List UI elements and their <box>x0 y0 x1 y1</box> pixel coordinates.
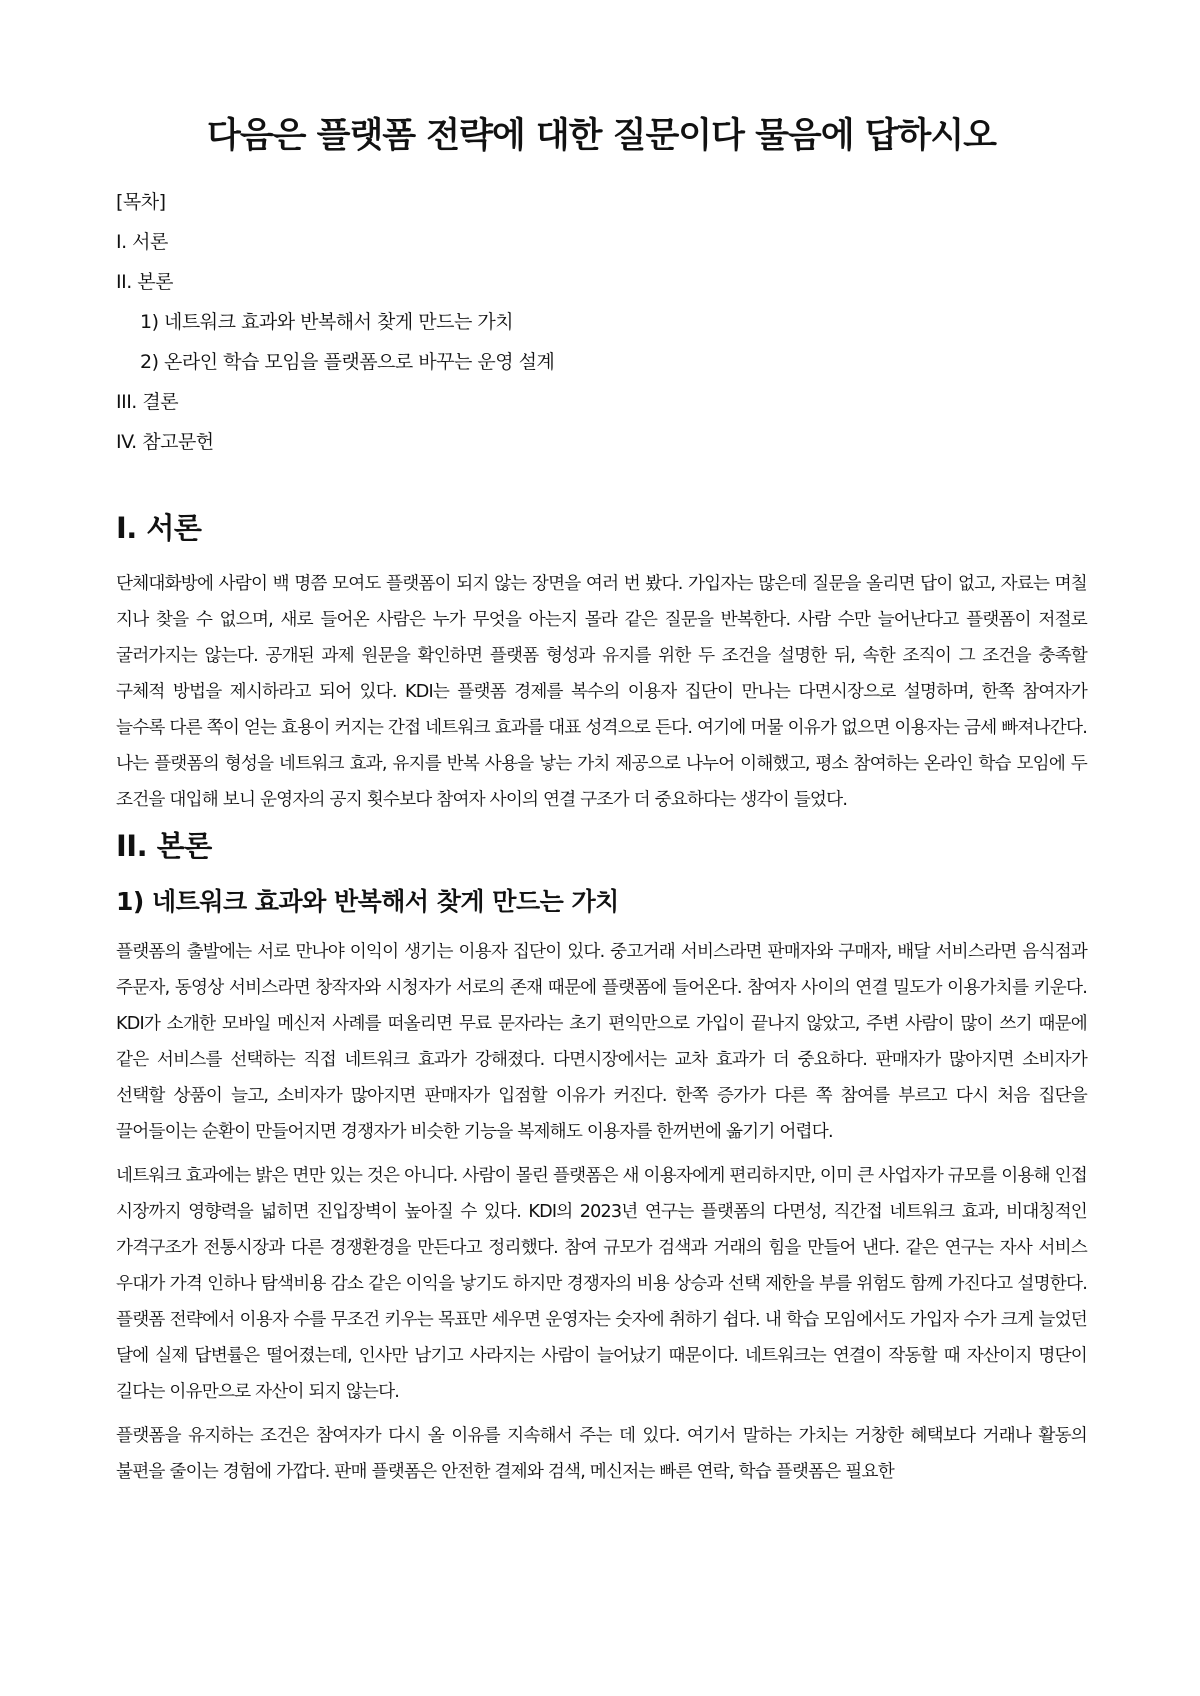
toc-heading: [목차] <box>116 191 166 213</box>
toc-item-body-1: 1) 네트워크 효과와 반복해서 찾게 만드는 가치 <box>140 311 514 333</box>
table-of-contents <box>116 190 1087 470</box>
page-title: 다음은 플랫폼 전략에 대한 질문이다 물음에 답하시오 <box>207 116 996 156</box>
section-heading-body: II. 본론 <box>116 829 212 863</box>
body-paragraph: 네트워크 효과에는 밝은 면만 있는 것은 아니다. 사람이 몰린 플랫폼은 새 이용자에게 편리하지만, 이미 큰 사업자가 규모를 이용해 인접 시장까지 영향력을 넓히면 진입장벽이 높아질 수 있다. KDI의 2023년 연구는 플랫폼의 다면성, 직간접 네트워크 효과, 비대칭적인 가격구조가 전통시장과 다른 경쟁환경을 만든다고 정리했다. 참여 규모가 검색과 거래의 힘을 만들어 낸다. 같은 연구는 자사 서비스 우대가 가격 인하나 탐색비용 감소 같은 이익을 낳기도 하지만 경쟁자의 비용 상승과 선택 제한을 부를 위험도 함께 가진다고 설명한다. 플랫폼 전략에서 이용자 수를 무조건 키우는 목표만 세우면 운영자는 숫자에 취하기 쉽다. 내 학습 모임에서도 가입자 수가 크게 늘었던 달에 실제 답변률은 떨어졌는데, 인사만 남기고 사라지는 사람이 늘어났기 때문이다. 네트워크는 연결이 작동할 때 자산이지 명단이 길다는 이유만으로 자산이 되지 않는다. <box>116 1166 1088 1402</box>
toc-item-body: II. 본론 <box>116 271 173 293</box>
toc-item-conclusion: III. 결론 <box>116 391 179 413</box>
subsection-heading-network-effect: 1) 네트워크 효과와 반복해서 찾게 만드는 가치 <box>116 887 619 916</box>
section-heading-introduction: I. 서론 <box>116 511 202 545</box>
toc-item-body-2: 2) 온라인 학습 모임을 플랫폼으로 바꾸는 운영 설계 <box>140 351 555 373</box>
body-paragraph: 플랫폼을 유지하는 조건은 참여자가 다시 올 이유를 지속해서 주는 데 있다. 여기서 말하는 가치는 거창한 혜택보다 거래나 활동의 불편을 줄이는 경험에 가깝다. 판매 플랫폼은 안전한 결제와 검색, 메신저는 빠른 연락, 학습 플랫폼은 필요한 <box>116 1426 1087 1482</box>
toc-item-introduction: I. 서론 <box>116 231 168 253</box>
body-paragraph: 플랫폼의 출발에는 서로 만나야 이익이 생기는 이용자 집단이 있다. 중고거래 서비스라면 판매자와 구매자, 배달 서비스라면 음식점과 주문자, 동영상 서비스라면 창작자와 시청자가 서로의 존재 때문에 플랫폼에 들어온다. 참여자 사이의 연결 밀도가 이용가치를 키운다. KDI가 소개한 모바일 메신저 사례를 떠올리면 무료 문자라는 초기 편익만으로 가입이 끝나지 않았고, 주변 사람이 많이 쓰기 때문에 같은 서비스를 선택하는 직접 네트워크 효과가 강해졌다. 다면시장에서는 교차 효과가 더 중요하다. 판매자가 많아지면 소비자가 선택할 상품이 늘고, 소비자가 많아지면 판매자가 입점할 이유가 커진다. 한쪽 증가가 다른 쪽 참여를 부르고 다시 처음 집단을 끌어들이는 순환이 만들어지면 경쟁자가 비슷한 기능을 복제해도 이용자를 한꺼번에 옮기기 어렵다. <box>116 942 1087 1142</box>
intro-paragraph: 단체대화방에 사람이 백 명쯤 모여도 플랫폼이 되지 않는 장면을 여러 번 봤다. 가입자는 많은데 질문을 올리면 답이 없고, 자료는 며칠 지나 찾을 수 없으며, 새로 들어온 사람은 누가 무엇을 아는지 몰라 같은 질문을 반복한다. 사람 수만 늘어난다고 플랫폼이 저절로 굴러가지는 않는다. 공개된 과제 원문을 확인하면 플랫폼 형성과 유지를 위한 두 조건을 설명한 뒤, 속한 조직이 그 조건을 충족할 구체적 방법을 제시하라고 되어 있다. KDI는 플랫폼 경제를 복수의 이용자 집단이 만나는 다면시장으로 설명하며, 한쪽 참여자가 늘수록 다른 쪽이 얻는 효용이 커지는 간접 네트워크 효과를 대표 성격으로 든다. 여기에 머물 이유가 없으면 이용자는 금세 빠져나간다. 나는 플랫폼의 형성을 네트워크 효과, 유지를 반복 사용을 낳는 가치 제공으로 나누어 이해했고, 평소 참여하는 온라인 학습 모임에 두 조건을 대입해 보니 운영자의 공지 횟수보다 참여자 사이의 연결 구조가 더 중요하다는 생각이 들었다. <box>116 574 1087 810</box>
toc-item-references: IV. 참고문헌 <box>116 431 214 453</box>
